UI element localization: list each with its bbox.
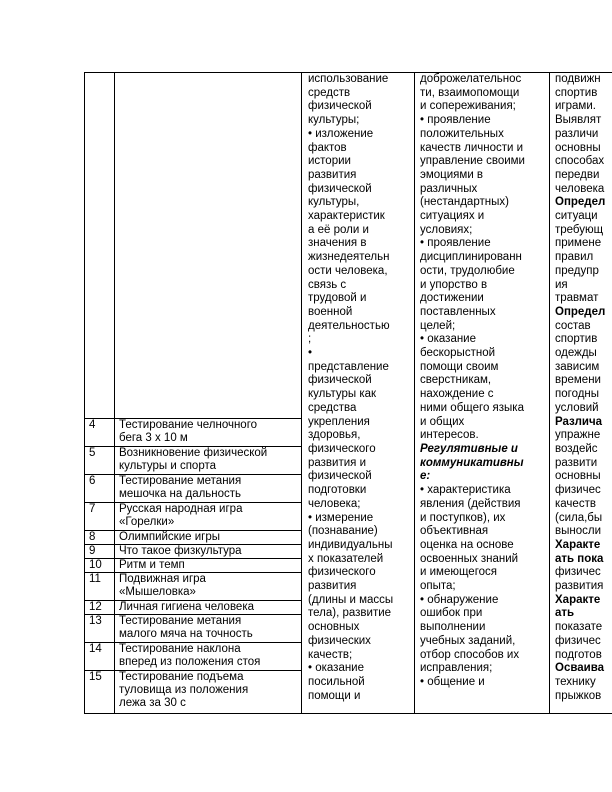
column-text-line: развития и — [308, 456, 367, 469]
column-text-line: подготовки — [308, 484, 367, 497]
column-text-line: зависим — [555, 360, 600, 373]
column-text-line: укрепления — [308, 415, 370, 428]
column-text-line: здоровья, — [308, 429, 361, 442]
col-divider-3 — [414, 72, 415, 714]
col-divider-1 — [114, 72, 115, 714]
column-text-line: поставленных — [420, 305, 496, 318]
column-text-line: опыта; — [420, 580, 456, 593]
column-text-line: развития — [308, 580, 357, 593]
column-text-line: • измерение — [308, 511, 374, 524]
column-text-line: ать пока — [555, 552, 604, 565]
column-text-line: качеств — [555, 497, 596, 510]
column-text-line: погодны — [555, 388, 600, 401]
column-text-line: помощи своим — [420, 360, 499, 373]
column-text-line: основны — [555, 470, 601, 483]
lesson-topic-line: «Горелки» — [119, 516, 175, 528]
col-divider-2 — [301, 72, 302, 714]
row-number: 12 — [89, 601, 102, 613]
lesson-topic-line: Тестирование подъема — [119, 671, 244, 683]
column-text-line: доброжелательнос — [420, 73, 522, 85]
column-text-line: развития — [555, 580, 604, 593]
column-text-line: спортив — [555, 86, 598, 99]
personal-results-column — [420, 73, 525, 690]
column-text-line: • оказание — [308, 662, 365, 675]
column-text-line: физического — [308, 442, 376, 455]
column-text-line: • проявление — [420, 237, 491, 250]
column-text-line: • оказание — [420, 333, 477, 346]
column-text-line: управление своими — [420, 155, 525, 168]
subject-results-column — [308, 73, 393, 703]
column-text-line: спортив — [555, 333, 598, 346]
column-text-line: выполнении — [420, 621, 486, 634]
column-text-line: средств — [308, 86, 351, 99]
column-text-line: фактов — [308, 141, 347, 154]
column-text-line: е: — [420, 470, 431, 483]
column-text-line: человека; — [308, 497, 361, 510]
column-text-line: развития — [308, 168, 357, 181]
column-text-line: • обнаружение — [420, 593, 499, 606]
column-text-line: учебных заданий, — [420, 634, 516, 647]
column-text-line: основных — [308, 621, 360, 634]
column-text-line: прыжков — [555, 689, 602, 702]
column-text-line: • — [308, 347, 313, 360]
column-text-line: основны — [555, 141, 601, 154]
row-number: 4 — [89, 419, 96, 431]
row-number: 6 — [89, 475, 96, 487]
column-text-line: передви — [555, 168, 600, 181]
column-text-line: • общение и — [420, 675, 485, 688]
column-text-line: использование — [308, 73, 389, 85]
column-text-line: сверстникам, — [420, 374, 492, 387]
column-text-line: ости человека, — [308, 264, 388, 277]
column-text-line: Осваива — [555, 662, 605, 675]
column-text-line: ошибок при — [420, 607, 483, 620]
column-text-line: развити — [555, 456, 598, 469]
column-text-line: условий — [555, 401, 599, 414]
column-text-line: культуры как — [308, 388, 377, 401]
column-text-line: травмат — [555, 292, 599, 305]
column-text-line: связь с — [308, 278, 347, 291]
lesson-topic-line: Русская народная игра — [119, 503, 243, 515]
column-text-line: примене — [555, 237, 602, 250]
column-text-line: индивидуальны — [308, 538, 393, 551]
column-text-line: ситуациях и — [420, 210, 485, 223]
lesson-topic-line: бега 3 х 10 м — [119, 432, 188, 444]
row-number: 9 — [89, 545, 96, 557]
column-text-line: деятельностью — [308, 319, 390, 332]
column-text-line: тела), развитие — [308, 607, 392, 620]
column-text-line: Характе — [555, 538, 601, 551]
column-text-line: ними общего языка — [420, 401, 524, 414]
lesson-topic-line: Олимпийские игры — [119, 531, 221, 543]
column-text-line: трудовой и — [308, 292, 367, 305]
column-text-line: Выявлят — [555, 114, 602, 127]
column-text-line: физической — [308, 374, 372, 387]
column-text-line: и упорство в — [420, 278, 488, 291]
column-text-line: физической — [308, 100, 372, 113]
column-text-line: показате — [555, 621, 603, 634]
column-text-line: ; — [308, 333, 312, 346]
column-text-line: качеств личности и — [420, 141, 524, 154]
column-text-line: одежды — [555, 347, 597, 360]
column-text-line: Определ — [555, 305, 606, 318]
column-text-line: играми. — [555, 100, 596, 113]
column-text-line: • характеристика — [420, 484, 511, 497]
column-text-line: и сопереживания; — [420, 100, 516, 113]
column-text-line: физического — [308, 566, 376, 579]
column-text-line: жизнедеятельн — [308, 251, 390, 264]
column-text-line: Регулятивные и — [420, 442, 518, 455]
column-text-line: освоенных знаний — [420, 552, 519, 565]
column-text-line: а её роли и — [308, 223, 369, 236]
column-text-line: достижении — [420, 292, 484, 305]
column-text-line: средства — [308, 401, 357, 414]
column-text-line: различи — [555, 127, 599, 140]
lesson-topic-line: «Мышеловка» — [119, 586, 196, 598]
lesson-topic-line: Тестирование наклона — [119, 643, 241, 655]
column-text-line: бескорыстной — [420, 347, 496, 360]
column-text-line: физичес — [555, 484, 601, 497]
column-text-line: ия — [555, 278, 568, 291]
column-text-line: (сила,бы — [555, 511, 603, 524]
column-text-line: предупр — [555, 264, 599, 277]
col-divider-4 — [549, 72, 550, 714]
column-text-line: состав — [555, 319, 591, 332]
column-text-line: воздейс — [555, 442, 598, 455]
column-text-line: выносли — [555, 525, 602, 538]
column-text-line: коммуникативны — [420, 456, 524, 469]
column-text-line: упражне — [555, 429, 601, 442]
column-text-line: требующ — [555, 223, 604, 236]
column-text-line: и поступков), их — [420, 511, 506, 524]
lesson-topic-line: лежа за 30 с — [119, 697, 186, 709]
column-text-line: различных — [420, 182, 478, 195]
column-text-line: посильной — [308, 675, 365, 688]
column-text-line: Характе — [555, 593, 601, 606]
column-text-line: • изложение — [308, 127, 374, 140]
column-text-line: (длины и массы — [308, 593, 394, 606]
lesson-topic-line: малого мяча на точность — [119, 628, 253, 640]
lesson-topic-line: Подвижная игра — [119, 573, 206, 585]
column-text-line: ости, трудолюбие — [420, 264, 515, 277]
row-number: 8 — [89, 531, 96, 543]
column-text-line: условиях; — [420, 223, 473, 236]
lesson-topic-line: вперед из положения стоя — [119, 656, 261, 668]
column-text-line: (познавание) — [308, 525, 378, 538]
column-text-line: физической — [308, 470, 372, 483]
column-text-line: правил — [555, 251, 594, 264]
column-text-line: военной — [308, 305, 353, 318]
column-text-line: и общих — [420, 415, 465, 428]
column-text-line: эмоциями в — [420, 168, 484, 181]
column-text-line: истории — [308, 155, 351, 168]
column-text-line: культуры; — [308, 114, 360, 127]
column-text-line: подвижн — [555, 73, 601, 85]
row-number: 7 — [89, 503, 96, 515]
lesson-topic-line: туловища из положения — [119, 684, 249, 696]
column-text-line: качеств; — [308, 648, 353, 661]
lesson-topic-line: культуры и спорта — [119, 460, 217, 472]
row-number: 11 — [89, 573, 101, 585]
column-text-line: технику — [555, 675, 596, 688]
column-text-line: ситуаци — [555, 210, 598, 223]
row-number: 13 — [89, 615, 102, 627]
column-text-line: интересов. — [420, 429, 479, 442]
column-text-line: физичес — [555, 566, 601, 579]
column-text-line: физических — [308, 634, 371, 647]
column-text-line: физичес — [555, 634, 601, 647]
activity-types-column — [555, 73, 605, 703]
row-number: 5 — [89, 447, 96, 459]
column-text-line: значения в — [308, 237, 367, 250]
column-text-line: отбор способов их — [420, 648, 520, 661]
column-text-line: исправления; — [420, 662, 493, 675]
column-text-line: человека — [555, 182, 605, 195]
column-text-line: физической — [308, 182, 372, 195]
table-left-border — [84, 72, 85, 714]
column-text-line: х показателей — [308, 552, 384, 565]
lesson-topic-line: мешочка на дальность — [119, 488, 242, 500]
column-text-line: культуры, — [308, 196, 360, 209]
column-text-line: ти, взаимопомощи — [420, 86, 520, 99]
lesson-topic-line: Личная гигиена человека — [119, 601, 255, 613]
column-text-line: представление — [308, 360, 389, 373]
column-text-line: помощи и — [308, 689, 361, 702]
column-text-line: и имеющегося — [420, 566, 498, 579]
lesson-topic-line: Возникновение физической — [119, 447, 268, 459]
column-text-line: Определ — [555, 196, 606, 209]
column-text-line: явления (действия — [420, 497, 521, 510]
column-text-line: ать — [555, 607, 575, 620]
column-text-line: целей; — [420, 319, 456, 332]
column-text-line: способах — [555, 155, 605, 168]
lesson-topic-line: Тестирование челночного — [119, 419, 258, 431]
lesson-topic-line: Что такое физкультура — [119, 545, 242, 557]
row-number: 15 — [89, 671, 102, 683]
lesson-topic-line: Ритм и темп — [119, 559, 185, 571]
lesson-topic-line: Тестирование метания — [119, 615, 242, 627]
lesson-topic-line: Тестирование метания — [119, 475, 242, 487]
column-text-line: характеристик — [308, 210, 385, 223]
row-number: 14 — [89, 643, 102, 655]
column-text-line: • проявление — [420, 114, 491, 127]
table-bottom-border — [84, 713, 612, 714]
column-text-line: объективная — [420, 525, 489, 538]
column-text-line: времени — [555, 374, 601, 387]
column-text-line: оценка на основе — [420, 538, 514, 551]
column-text-line: нахождение с — [420, 388, 494, 401]
row-number: 10 — [89, 559, 102, 571]
column-text-line: Различа — [555, 415, 603, 428]
column-text-line: положительных — [420, 127, 504, 140]
column-text-line: (нестандартных) — [420, 196, 509, 209]
column-text-line: дисциплинированн — [420, 251, 522, 264]
column-text-line: подготов — [555, 648, 602, 661]
